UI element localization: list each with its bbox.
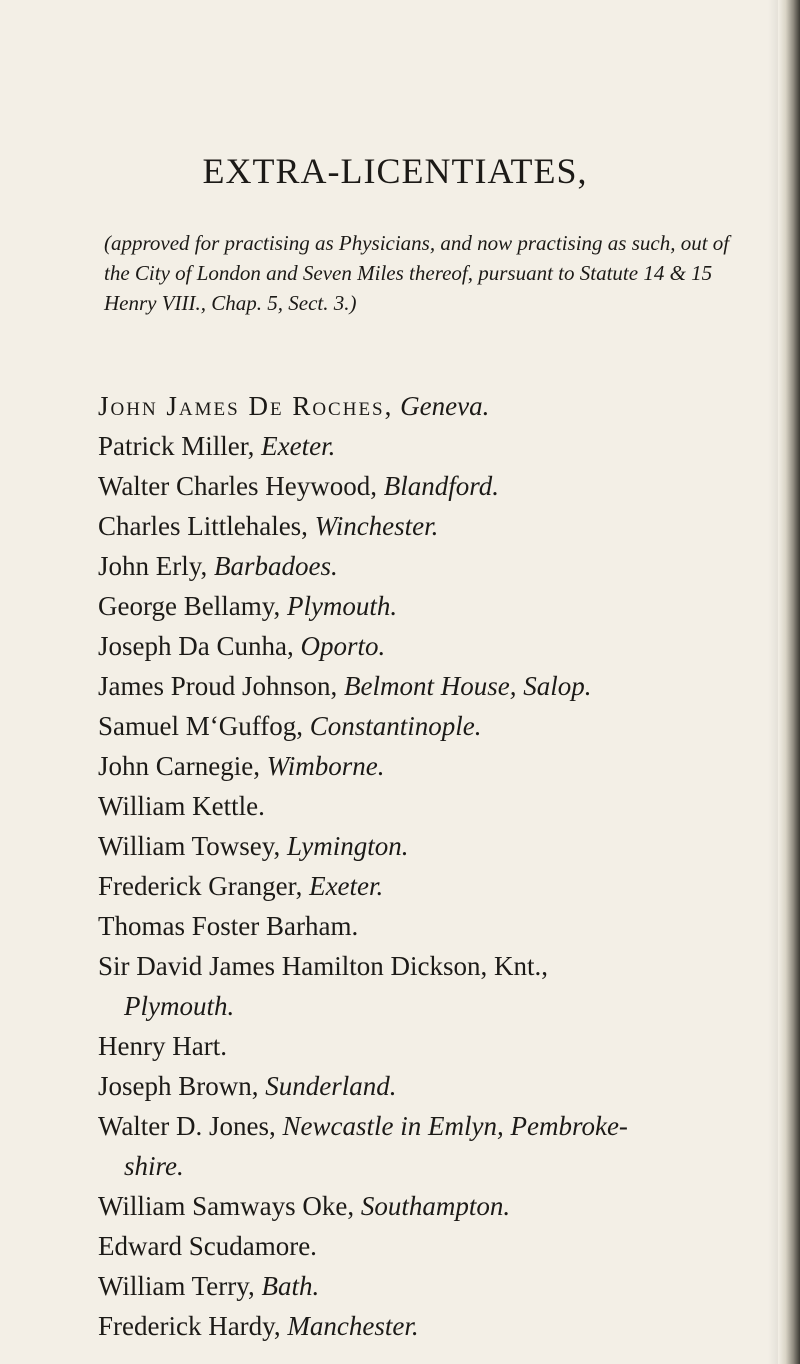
- entry-name: William Kettle.: [98, 791, 265, 821]
- list-entry: [98, 1106, 778, 1146]
- entry-place: Barbadoes.: [214, 551, 338, 581]
- entry-name: Sir David James Hamilton Dickson, Knt.,: [98, 951, 548, 981]
- entry-name: Edward Scudamore.: [98, 1231, 317, 1261]
- entry-name: William Towsey,: [98, 831, 281, 861]
- entry-name: Walter D. Jones,: [98, 1111, 276, 1141]
- page-title: EXTRA-LICENTIATES,: [202, 151, 588, 191]
- list-entry: [98, 906, 778, 946]
- licentiate-list: [98, 386, 778, 1346]
- list-entry: [98, 706, 778, 746]
- list-entry: [98, 1306, 778, 1346]
- page-subtitle: (approved for practising as Physicians, and now practising as such, out of the City of London and Seven Miles thereof, pursuant to Statute 14 & 15 Henry VIII., Chap. 5, Sect. 3.): [104, 231, 730, 315]
- list-entry: [98, 1266, 778, 1306]
- list-entry: [98, 546, 778, 586]
- entry-place: Lymington.: [287, 831, 409, 861]
- entry-place: Southampton.: [360, 1191, 511, 1221]
- list-entry: [98, 866, 778, 906]
- entry-place: Wimborne.: [266, 751, 385, 781]
- entry-name: James Proud Johnson,: [98, 671, 338, 701]
- entry-place: Winchester.: [314, 511, 439, 541]
- entry-place: Exeter.: [309, 871, 384, 901]
- list-entry: [98, 386, 778, 426]
- list-entry: [98, 426, 778, 466]
- entry-place: Geneva.: [400, 391, 490, 421]
- entry-name: Walter Charles Heywood,: [98, 471, 377, 501]
- list-entry: [98, 666, 778, 706]
- list-entry: [98, 826, 778, 866]
- entry-name: John Carnegie,: [98, 751, 260, 781]
- entry-place: Blandford.: [383, 471, 500, 501]
- entry-place: Manchester.: [287, 1311, 419, 1341]
- entry-name: Henry Hart.: [98, 1031, 227, 1061]
- entry-name: William Samways Oke,: [98, 1191, 355, 1221]
- list-entry: [98, 786, 778, 826]
- entry-place: Exeter.: [261, 431, 336, 461]
- entry-place: Constantinople.: [309, 711, 482, 741]
- entry-place-continued: shire.: [124, 1151, 184, 1181]
- entry-name: Joseph Brown,: [98, 1071, 259, 1101]
- entry-name: Frederick Hardy,: [98, 1311, 281, 1341]
- entry-name: William Terry,: [98, 1271, 255, 1301]
- list-entry: [98, 1066, 778, 1106]
- entry-name: John James De Roches,: [98, 391, 394, 421]
- list-entry: [98, 746, 778, 786]
- list-entry: [98, 1186, 778, 1226]
- entry-name: Frederick Granger,: [98, 871, 303, 901]
- entry-name: Samuel M‘Guffog,: [98, 711, 303, 741]
- entry-name: George Bellamy,: [98, 591, 281, 621]
- entry-place: Newcastle in Emlyn, Pembroke-: [282, 1111, 628, 1141]
- book-page-edge: [778, 0, 800, 1364]
- entry-place: Plymouth.: [286, 591, 398, 621]
- entry-name: John Erly,: [98, 551, 208, 581]
- list-entry: [98, 946, 778, 986]
- list-entry: [98, 626, 778, 666]
- list-entry: [98, 586, 778, 626]
- entry-place: Bath.: [261, 1271, 320, 1301]
- list-entry: [98, 506, 778, 546]
- entry-place: Sunderland.: [265, 1071, 397, 1101]
- entry-place: Belmont House, Salop.: [344, 671, 592, 701]
- list-entry: [98, 466, 778, 506]
- list-entry: [98, 1226, 778, 1266]
- entry-name: Joseph Da Cunha,: [98, 631, 294, 661]
- entry-name: Patrick Miller,: [98, 431, 255, 461]
- entry-place: Oporto.: [300, 631, 386, 661]
- list-entry: [98, 1026, 778, 1066]
- entry-place-continued: Plymouth.: [124, 991, 235, 1021]
- entry-name: Thomas Foster Barham.: [98, 911, 359, 941]
- entry-name: Charles Littlehales,: [98, 511, 308, 541]
